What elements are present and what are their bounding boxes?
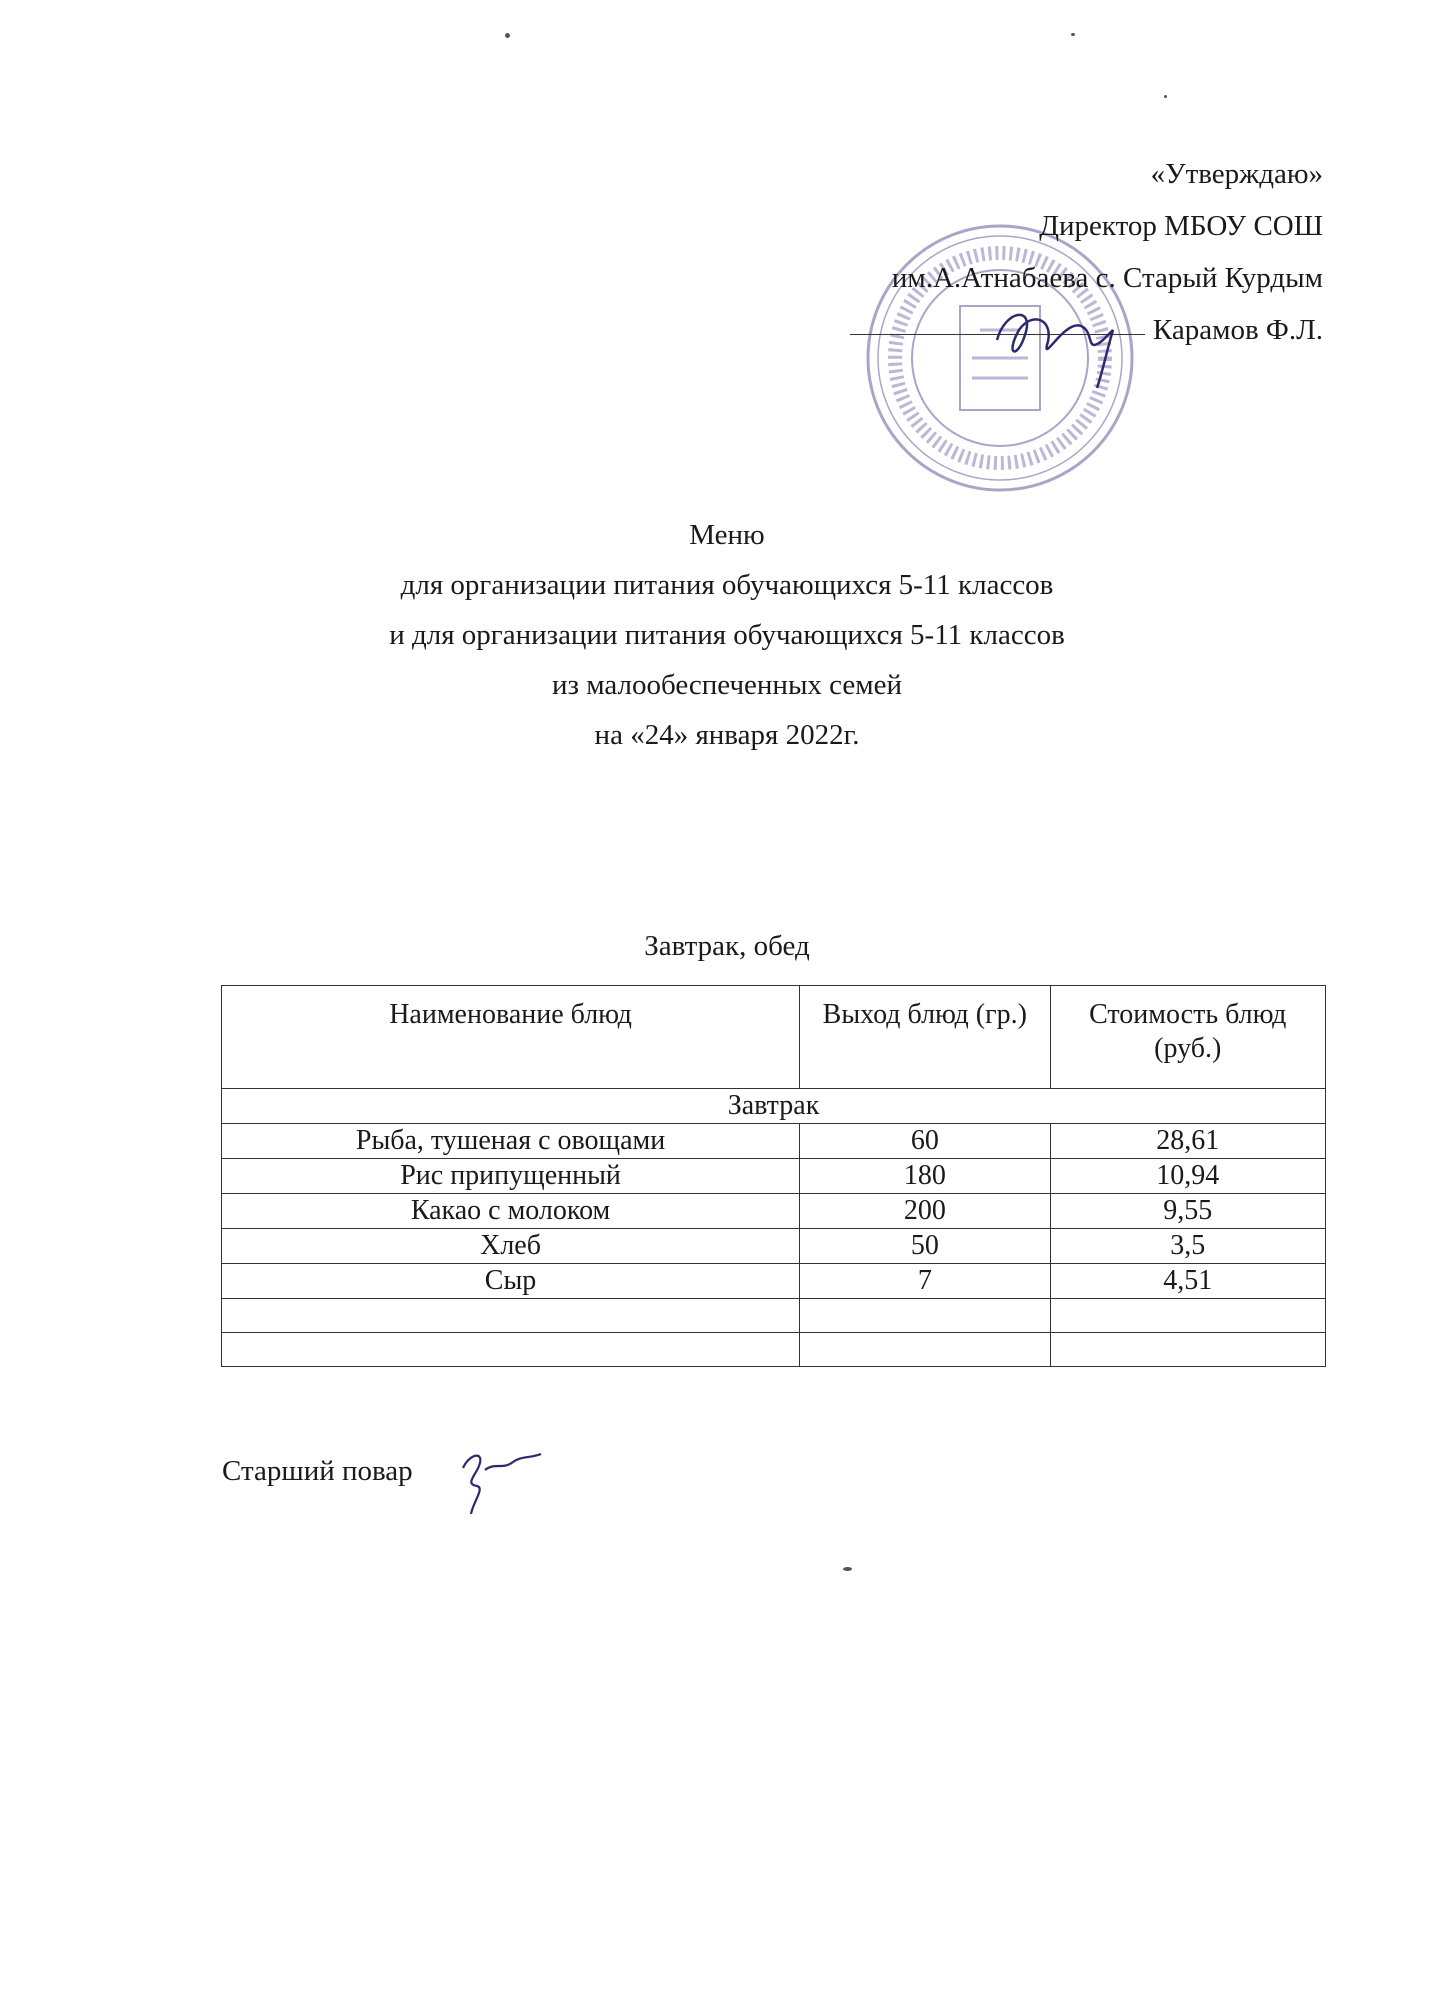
- section-label: Завтрак: [222, 1089, 1326, 1124]
- dish-name-cell: [222, 1333, 800, 1367]
- weight-cell: [800, 1333, 1050, 1367]
- approver-name: Карамов Ф.Л.: [1152, 314, 1323, 346]
- menu-table: [221, 985, 1326, 1367]
- price-cell: 28,61: [1050, 1124, 1325, 1159]
- weight-cell: [800, 1299, 1050, 1333]
- scan-speck: [505, 33, 510, 38]
- table-row: [222, 1124, 1326, 1159]
- menu-title-block: [0, 510, 1454, 760]
- cook-signature: [455, 1440, 545, 1520]
- price-cell: [1050, 1299, 1325, 1333]
- price-cell: 3,5: [1050, 1229, 1325, 1264]
- dish-name-cell: Рис припущенный: [222, 1159, 800, 1194]
- scan-speck: [1071, 33, 1075, 36]
- cook-label: Старший повар: [222, 1455, 413, 1487]
- table-row: [222, 1229, 1326, 1264]
- header-weight: Выход блюд (гр.): [800, 986, 1050, 1089]
- table-header-row: [222, 986, 1326, 1089]
- header-dish-name: Наименование блюд: [222, 986, 800, 1089]
- section-row: [222, 1089, 1326, 1124]
- table-row: [222, 1194, 1326, 1229]
- price-cell: [1050, 1333, 1325, 1367]
- menu-title: Меню: [689, 519, 765, 551]
- weight-cell: 180: [800, 1159, 1050, 1194]
- scan-speck: [843, 1567, 852, 1571]
- menu-subtitle-3: из малообеспеченных семей: [551, 669, 903, 701]
- header-price: Стоимость блюд (руб.): [1050, 986, 1325, 1089]
- dish-name-cell: Рыба, тушеная с овощами: [222, 1124, 800, 1159]
- menu-date: на «24» января 2022г.: [594, 719, 860, 751]
- table-row: [222, 1333, 1326, 1367]
- approval-heading: «Утверждаю»: [1150, 158, 1323, 190]
- approver-school: им.А.Атнабаева с. Старый Курдым: [891, 262, 1323, 294]
- scan-speck: [1164, 95, 1167, 98]
- menu-subtitle-1: для организации питания обучающихся 5-11 классов: [400, 569, 1054, 601]
- dish-name-cell: Какао с молоком: [222, 1194, 800, 1229]
- price-cell: 9,55: [1050, 1194, 1325, 1229]
- dish-name-cell: Хлеб: [222, 1229, 800, 1264]
- weight-cell: 60: [800, 1124, 1050, 1159]
- weight-cell: 7: [800, 1264, 1050, 1299]
- table-row: [222, 1299, 1326, 1333]
- table-row: [222, 1159, 1326, 1194]
- weight-cell: 50: [800, 1229, 1050, 1264]
- price-cell: 4,51: [1050, 1264, 1325, 1299]
- price-cell: 10,94: [1050, 1159, 1325, 1194]
- dish-name-cell: Сыр: [222, 1264, 800, 1299]
- dish-name-cell: [222, 1299, 800, 1333]
- weight-cell: 200: [800, 1194, 1050, 1229]
- table-row: [222, 1264, 1326, 1299]
- director-signature: [985, 300, 1145, 390]
- meal-caption: Завтрак, обед: [644, 930, 810, 962]
- menu-subtitle-2: и для организации питания обучающихся 5-11 классов: [389, 619, 1065, 651]
- approver-position: Директор МБОУ СОШ: [1039, 210, 1323, 242]
